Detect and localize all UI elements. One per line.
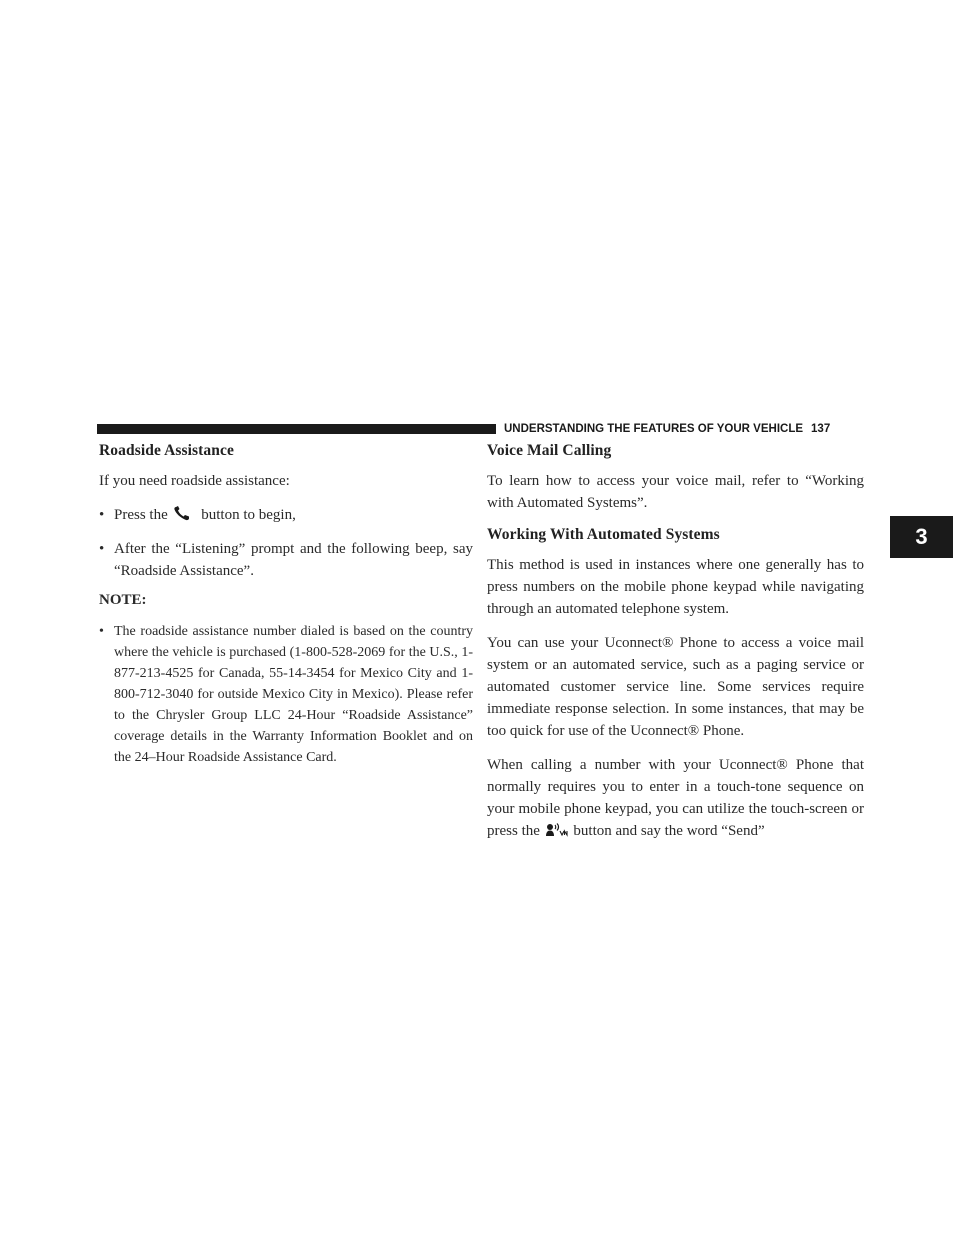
- automated-paragraph-1: This method is used in instances where one generally has to press numbers on the mobile phone keypad while navigating through an automated telephone system.: [487, 557, 864, 617]
- roadside-steps: [99, 504, 473, 582]
- voicemail-paragraph: To learn how to access your voice mail, refer to “Working with Automated Systems”.: [487, 473, 864, 511]
- list-item: • After the “Listening” prompt and the following beep, say “Roadside Assistance”.: [99, 538, 473, 582]
- section-title: UNDERSTANDING THE FEATURES OF YOUR VEHICLE: [504, 423, 804, 435]
- phone-icon: [174, 506, 196, 528]
- automated-paragraph-2: You can use your Uconnect® Phone to access a voice mail system or an automated service, such as a paging service or automated customer service line. Some services require immediate response selection. In some instances, that may be too quick for use of the Uconnect® Phone.: [487, 635, 864, 739]
- header-rule-left: [97, 424, 488, 434]
- running-header: [496, 418, 830, 440]
- note-label: NOTE:: [99, 592, 147, 608]
- page-number: 137: [811, 423, 831, 435]
- roadside-heading: Roadside Assistance: [99, 442, 234, 459]
- right-column: [487, 442, 864, 856]
- note-list: [99, 621, 473, 768]
- voice-command-icon: [546, 822, 568, 844]
- list-item: • Press the button to begin,: [99, 504, 473, 528]
- left-column: [99, 442, 473, 778]
- voicemail-heading: Voice Mail Calling: [487, 442, 612, 459]
- roadside-intro: If you need roadside assistance:: [99, 473, 290, 489]
- automated-paragraph-3: When calling a number with your Uconnect® Phone that normally requires you to enter in a touch-tone sequence on your mobile phone keypad, you can utilize the touch-screen or press the button and say the word “Send”: [487, 754, 864, 844]
- list-item: • The roadside assistance number dialed is based on the country where the vehicle is purchased (1-800-528-2069 for the U.S., 1-877-213-4525 for Canada, 55-14-3454 for Mexico City and 1-800-712-3040 for outside Mexico City in Mexico). Please refer to the Chrysler Group LLC 24-Hour “Roadside Assistance” coverage details in the Warranty Information Booklet and on the 24–Hour Roadside Assistance Card.: [99, 621, 473, 768]
- chapter-tab: 3: [890, 516, 953, 558]
- automated-systems-heading: Working With Automated Systems: [487, 526, 720, 543]
